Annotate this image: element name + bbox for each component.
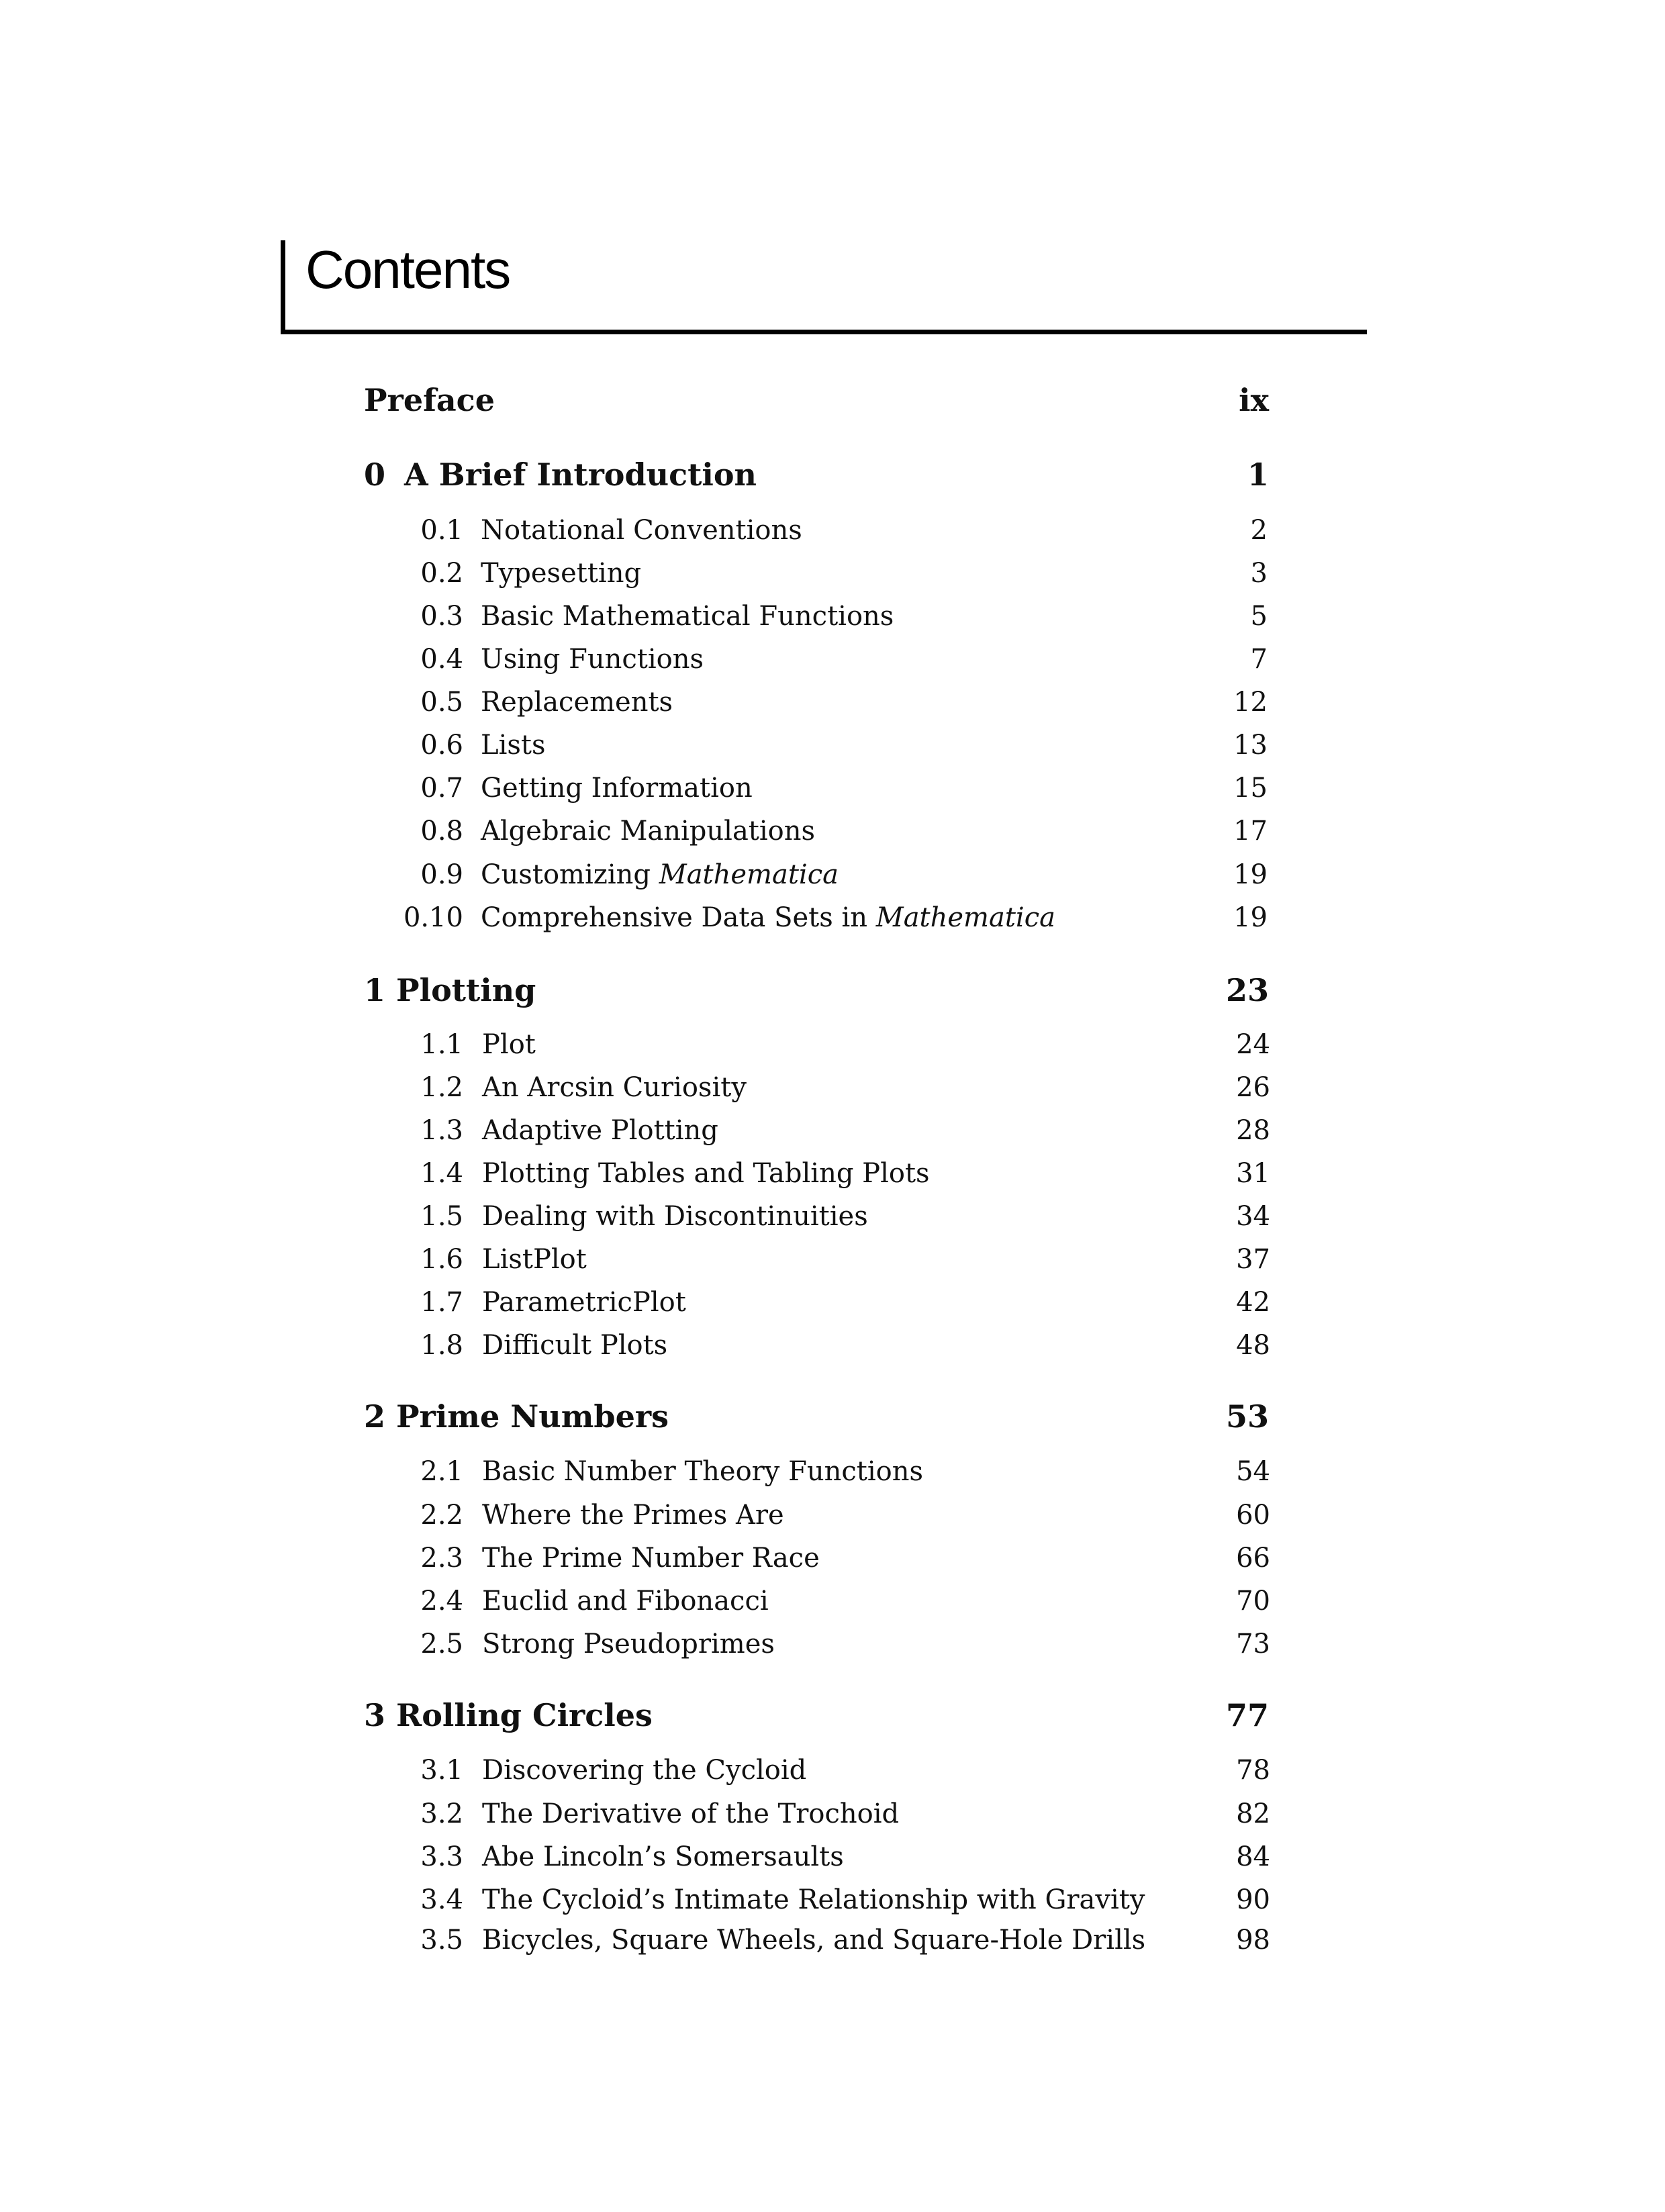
preface-title: Preface: [364, 382, 495, 418]
section-title-text: Comprehensive Data Sets in: [481, 902, 876, 933]
section-title-text: Customizing: [481, 859, 659, 890]
section-page: 2: [1250, 515, 1268, 546]
section-page: 78: [1236, 1755, 1270, 1786]
section-page: 12: [1233, 687, 1268, 718]
section-number: 1.6: [420, 1244, 463, 1275]
section-number: 2.2: [420, 1500, 463, 1531]
section-page: 19: [1233, 859, 1268, 890]
chapter-title: A Brief Introduction: [404, 456, 757, 493]
section-page: 5: [1250, 601, 1268, 632]
section-number: 3.3: [420, 1841, 463, 1872]
section-title: Using Functions: [481, 644, 704, 675]
section-number: 2.5: [420, 1629, 463, 1660]
page-title: Contents: [305, 240, 510, 299]
section-page: 15: [1233, 773, 1268, 804]
section-title: Typesetting: [481, 558, 642, 589]
section-page: 70: [1236, 1586, 1270, 1617]
section-page: 66: [1236, 1543, 1270, 1574]
section-title: The Cycloid’s Intimate Relationship with Gravity: [482, 1884, 1145, 1915]
section-title: Replacements: [481, 687, 673, 718]
section-page: 7: [1250, 644, 1268, 675]
section-title: Adaptive Plotting: [482, 1115, 718, 1146]
section-page: 90: [1236, 1884, 1270, 1915]
section-title: Notational Conventions: [481, 515, 802, 546]
section-title: Getting Information: [481, 773, 753, 804]
section-number: 0.9: [420, 859, 463, 890]
chapter-number: 0: [364, 456, 386, 493]
section-page: 42: [1236, 1287, 1270, 1318]
section-title: [481, 861, 839, 888]
section-number: 2.1: [420, 1456, 463, 1487]
section-number: 1.7: [420, 1287, 463, 1318]
section-title: The Derivative of the Trochoid: [482, 1798, 900, 1829]
section-title: Abe Lincoln’s Somersaults: [482, 1841, 844, 1872]
section-page: 24: [1236, 1029, 1270, 1060]
section-title: Algebraic Manipulations: [481, 816, 816, 847]
section-number: 3.5: [420, 1925, 463, 1956]
chapter-number: 2: [364, 1398, 386, 1435]
section-title-italic: Mathematica: [875, 902, 1055, 933]
section-page: 28: [1236, 1115, 1270, 1146]
section-page: 60: [1236, 1500, 1270, 1531]
section-number: 2.4: [420, 1586, 463, 1617]
section-number: 0.1: [420, 515, 463, 546]
chapter-number: 1: [364, 972, 386, 1008]
chapter-title: Rolling Circles: [396, 1697, 653, 1733]
section-title: Euclid and Fibonacci: [482, 1586, 769, 1617]
section-title: Lists: [481, 730, 546, 761]
section-number: 0.8: [420, 816, 463, 847]
section-number: 1.3: [420, 1115, 463, 1146]
section-number: 2.3: [420, 1543, 463, 1574]
section-page: 17: [1233, 816, 1268, 847]
section-page: 73: [1236, 1629, 1270, 1660]
section-page: 26: [1236, 1072, 1270, 1103]
section-title-italic: Mathematica: [659, 859, 839, 890]
chapter-page: 53: [1225, 1398, 1269, 1435]
section-page: 19: [1233, 902, 1268, 933]
section-number: 0.5: [420, 687, 463, 718]
section-title: Dealing with Discontinuities: [482, 1201, 868, 1232]
chapter-page: 77: [1225, 1697, 1269, 1733]
section-page: 31: [1236, 1158, 1270, 1189]
section-title: The Prime Number Race: [482, 1543, 820, 1574]
section-title: Strong Pseudoprimes: [482, 1629, 775, 1660]
chapter-page: 23: [1225, 972, 1269, 1008]
section-number: 1.2: [420, 1072, 463, 1103]
section-title: Bicycles, Square Wheels, and Square-Hole Drills: [482, 1925, 1146, 1956]
section-title: [481, 904, 1055, 931]
chapter-number: 3: [364, 1697, 386, 1733]
chapter-page: 1: [1247, 456, 1269, 493]
section-number: 1.1: [420, 1029, 463, 1060]
section-title: Plot: [482, 1029, 536, 1060]
section-page: 98: [1236, 1925, 1270, 1956]
section-title: ListPlot: [482, 1244, 587, 1275]
section-page: 82: [1236, 1798, 1270, 1829]
section-page: 34: [1236, 1201, 1270, 1232]
section-number: 3.1: [420, 1755, 463, 1786]
section-page: 84: [1236, 1841, 1270, 1872]
section-title: Basic Mathematical Functions: [481, 601, 894, 632]
section-page: 48: [1236, 1330, 1270, 1361]
section-title: An Arcsin Curiosity: [482, 1072, 747, 1103]
section-number: 3.4: [420, 1884, 463, 1915]
section-number: 0.2: [420, 558, 463, 589]
section-title: Plotting Tables and Tabling Plots: [482, 1158, 930, 1189]
section-title: Basic Number Theory Functions: [482, 1456, 924, 1487]
section-page: 3: [1250, 558, 1268, 589]
section-number: 1.8: [420, 1330, 463, 1361]
section-number: 0.7: [420, 773, 463, 804]
section-number: 0.3: [420, 601, 463, 632]
section-number: 0.10: [403, 902, 463, 933]
section-page: 54: [1236, 1456, 1270, 1487]
section-number: 1.4: [420, 1158, 463, 1189]
section-title: ParametricPlot: [482, 1287, 686, 1318]
section-number: 0.6: [420, 730, 463, 761]
section-title: Where the Primes Are: [482, 1500, 784, 1531]
chapter-title: Plotting: [396, 972, 536, 1008]
preface-page: ix: [1239, 382, 1269, 418]
section-page: 13: [1233, 730, 1268, 761]
section-title: Difficult Plots: [482, 1330, 668, 1361]
section-title: Discovering the Cycloid: [482, 1755, 807, 1786]
section-number: 3.2: [420, 1798, 463, 1829]
section-page: 37: [1236, 1244, 1270, 1275]
section-number: 0.4: [420, 644, 463, 675]
chapter-title: Prime Numbers: [396, 1398, 669, 1435]
section-number: 1.5: [420, 1201, 463, 1232]
